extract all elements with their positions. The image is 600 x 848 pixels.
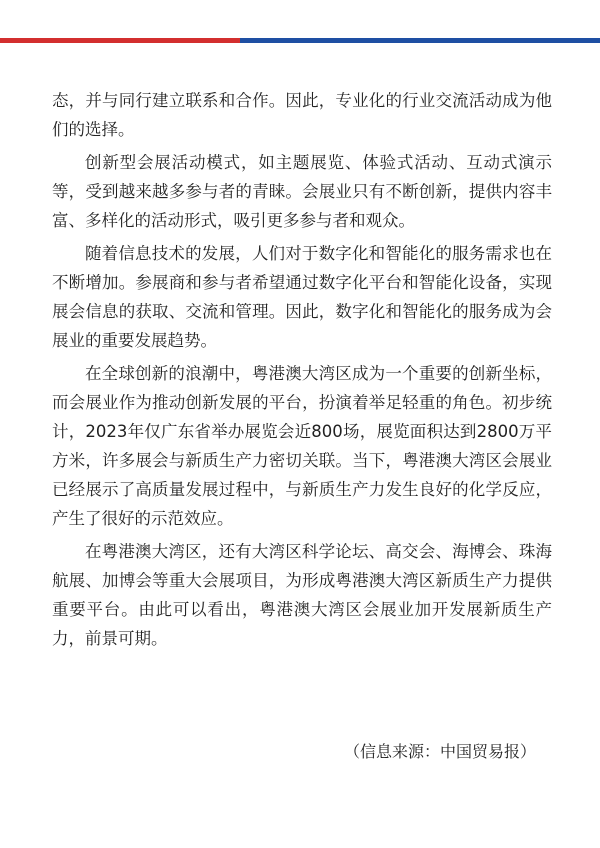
article-body [52,86,552,657]
header-bar-red-segment [0,38,240,43]
article-paragraph-5: 在粤港澳大湾区，还有大湾区科学论坛、高交会、海博会、珠海航展、加博会等重大会展项目，为形成粤港澳大湾区新质生产力提供重要平台。由此可以看出，粤港澳大湾区会展业加开发展新质生产力，前景可期。 [52,542,552,648]
header-bar-blue-segment [240,38,600,43]
article-paragraph-1: 态，并与同行建立联系和合作。因此，专业化的行业交流活动成为他们的选择。 [52,91,552,139]
article-paragraph-2: 创新型会展活动模式，如主题展览、体验式活动、互动式演示等，受到越来越多参与者的青睐。会展业只有不断创新，提供内容丰富、多样化的活动形式，吸引更多参与者和观众。 [52,153,552,230]
article-source: （信息来源：中国贸易报） [343,742,536,761]
article-paragraph-4: 在全球创新的浪潮中，粤港澳大湾区成为一个重要的创新坐标，而会展业作为推动创新发展的平台，扮演着举足轻重的角色。初步统计，2023年仅广东省举办展览会近800场，展览面积达到2800万平方米，许多展会与新质生产力密切关联。当下，粤港澳大湾区会展业已经展示了高质量发展过程中，与新质生产力发生良好的化学反应，产生了很好的示范效应。 [52,364,552,528]
header-color-bar [0,38,600,43]
article-paragraph-3: 随着信息技术的发展，人们对于数字化和智能化的服务需求也在不断增加。参展商和参与者希望通过数字化平台和智能化设备，实现展会信息的获取、交流和管理。因此，数字化和智能化的服务成为会展业的重要发展趋势。 [52,244,552,350]
